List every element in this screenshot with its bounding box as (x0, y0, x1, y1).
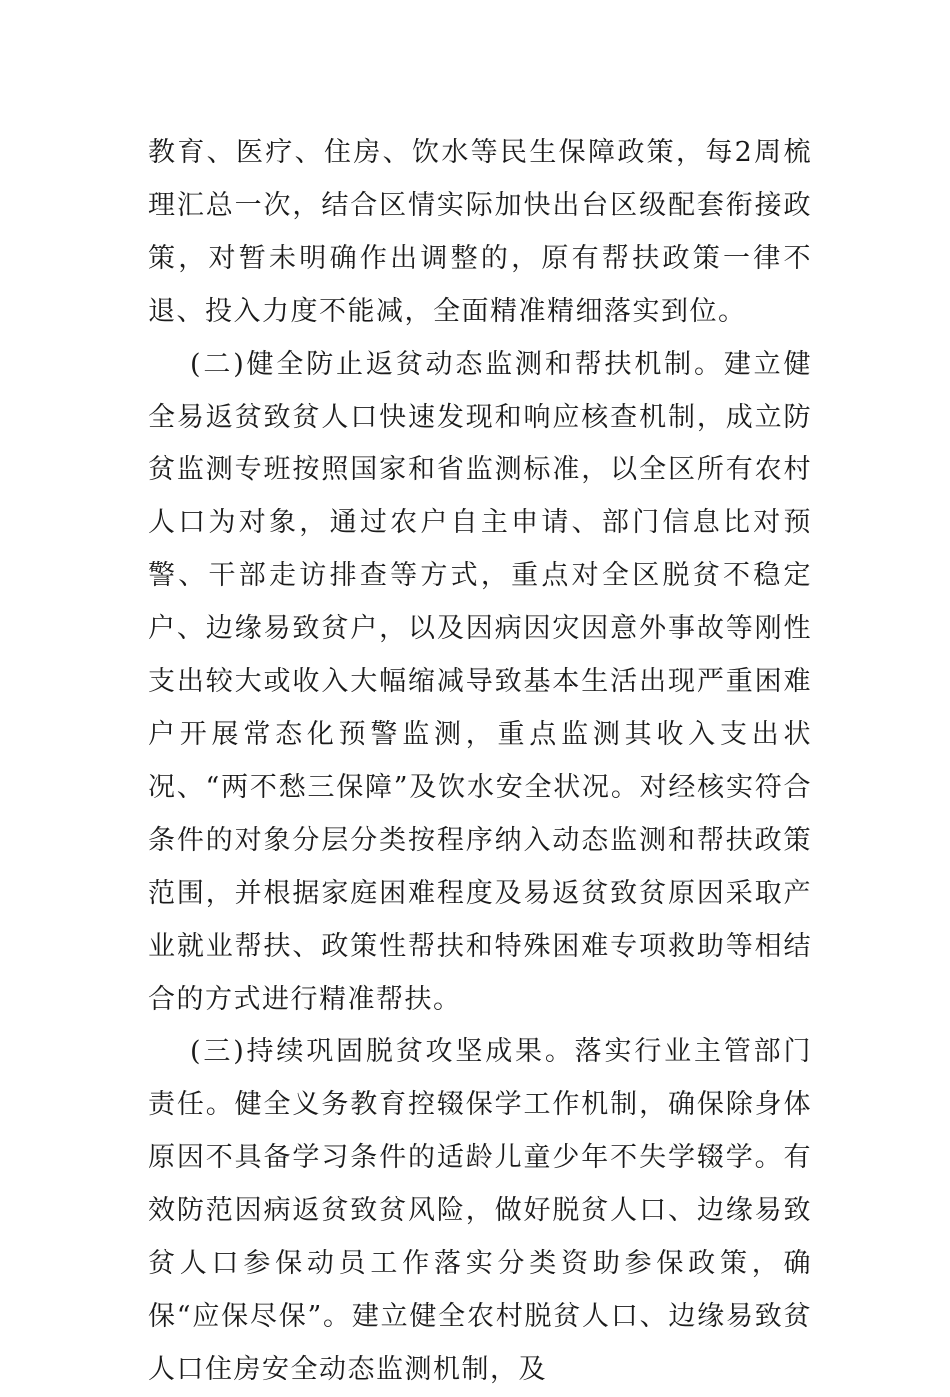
document-body (148, 127, 812, 1397)
paragraph-1: 教育、医疗、住房、饮水等民生保障政策，每2周梳理汇总一次，结合区情实际加快出台区级配套衔接政策，对暂未明确作出调整的，原有帮扶政策一律不退、投入力度不能减，全面精准精细落实到位。 (148, 137, 812, 327)
paragraph-3-consolidate-achievements: (三)持续巩固脱贫攻坚成果。落实行业主管部门责任。健全义务教育控辍保学工作机制，确保除身体原因不具备学习条件的适龄儿童少年不失学辍学。有效防范因病返贫致贫风险，做好脱贫人口、边缘易致贫人口参保动员工作落实分类资助参保政策，确保“应保尽保”。建立健全农村脱贫人口、边缘易致贫人口住房安全动态监测机制，及 (148, 1036, 812, 1385)
paragraph-2-monitoring-mechanism: (二)健全防止返贫动态监测和帮扶机制。建立健全易返贫致贫人口快速发现和响应核查机制，成立防贫监测专班按照国家和省监测标准，以全区所有农村人口为对象，通过农户自主申请、部门信息比对预警、干部走访排查等方式，重点对全区脱贫不稳定户、边缘易致贫户，以及因病因灾因意外事故等刚性支出较大或收入大幅缩减导致基本生活出现严重困难户开展常态化预警监测，重点监测其收入支出状况、“两不愁三保障”及饮水安全状况。对经核实符合条件的对象分层分类按程序纳入动态监测和帮扶政策范围，并根据家庭困难程度及易返贫致贫原因采取产业就业帮扶、政策性帮扶和特殊困难专项救助等相结合的方式进行精准帮扶。 (148, 348, 812, 1015)
